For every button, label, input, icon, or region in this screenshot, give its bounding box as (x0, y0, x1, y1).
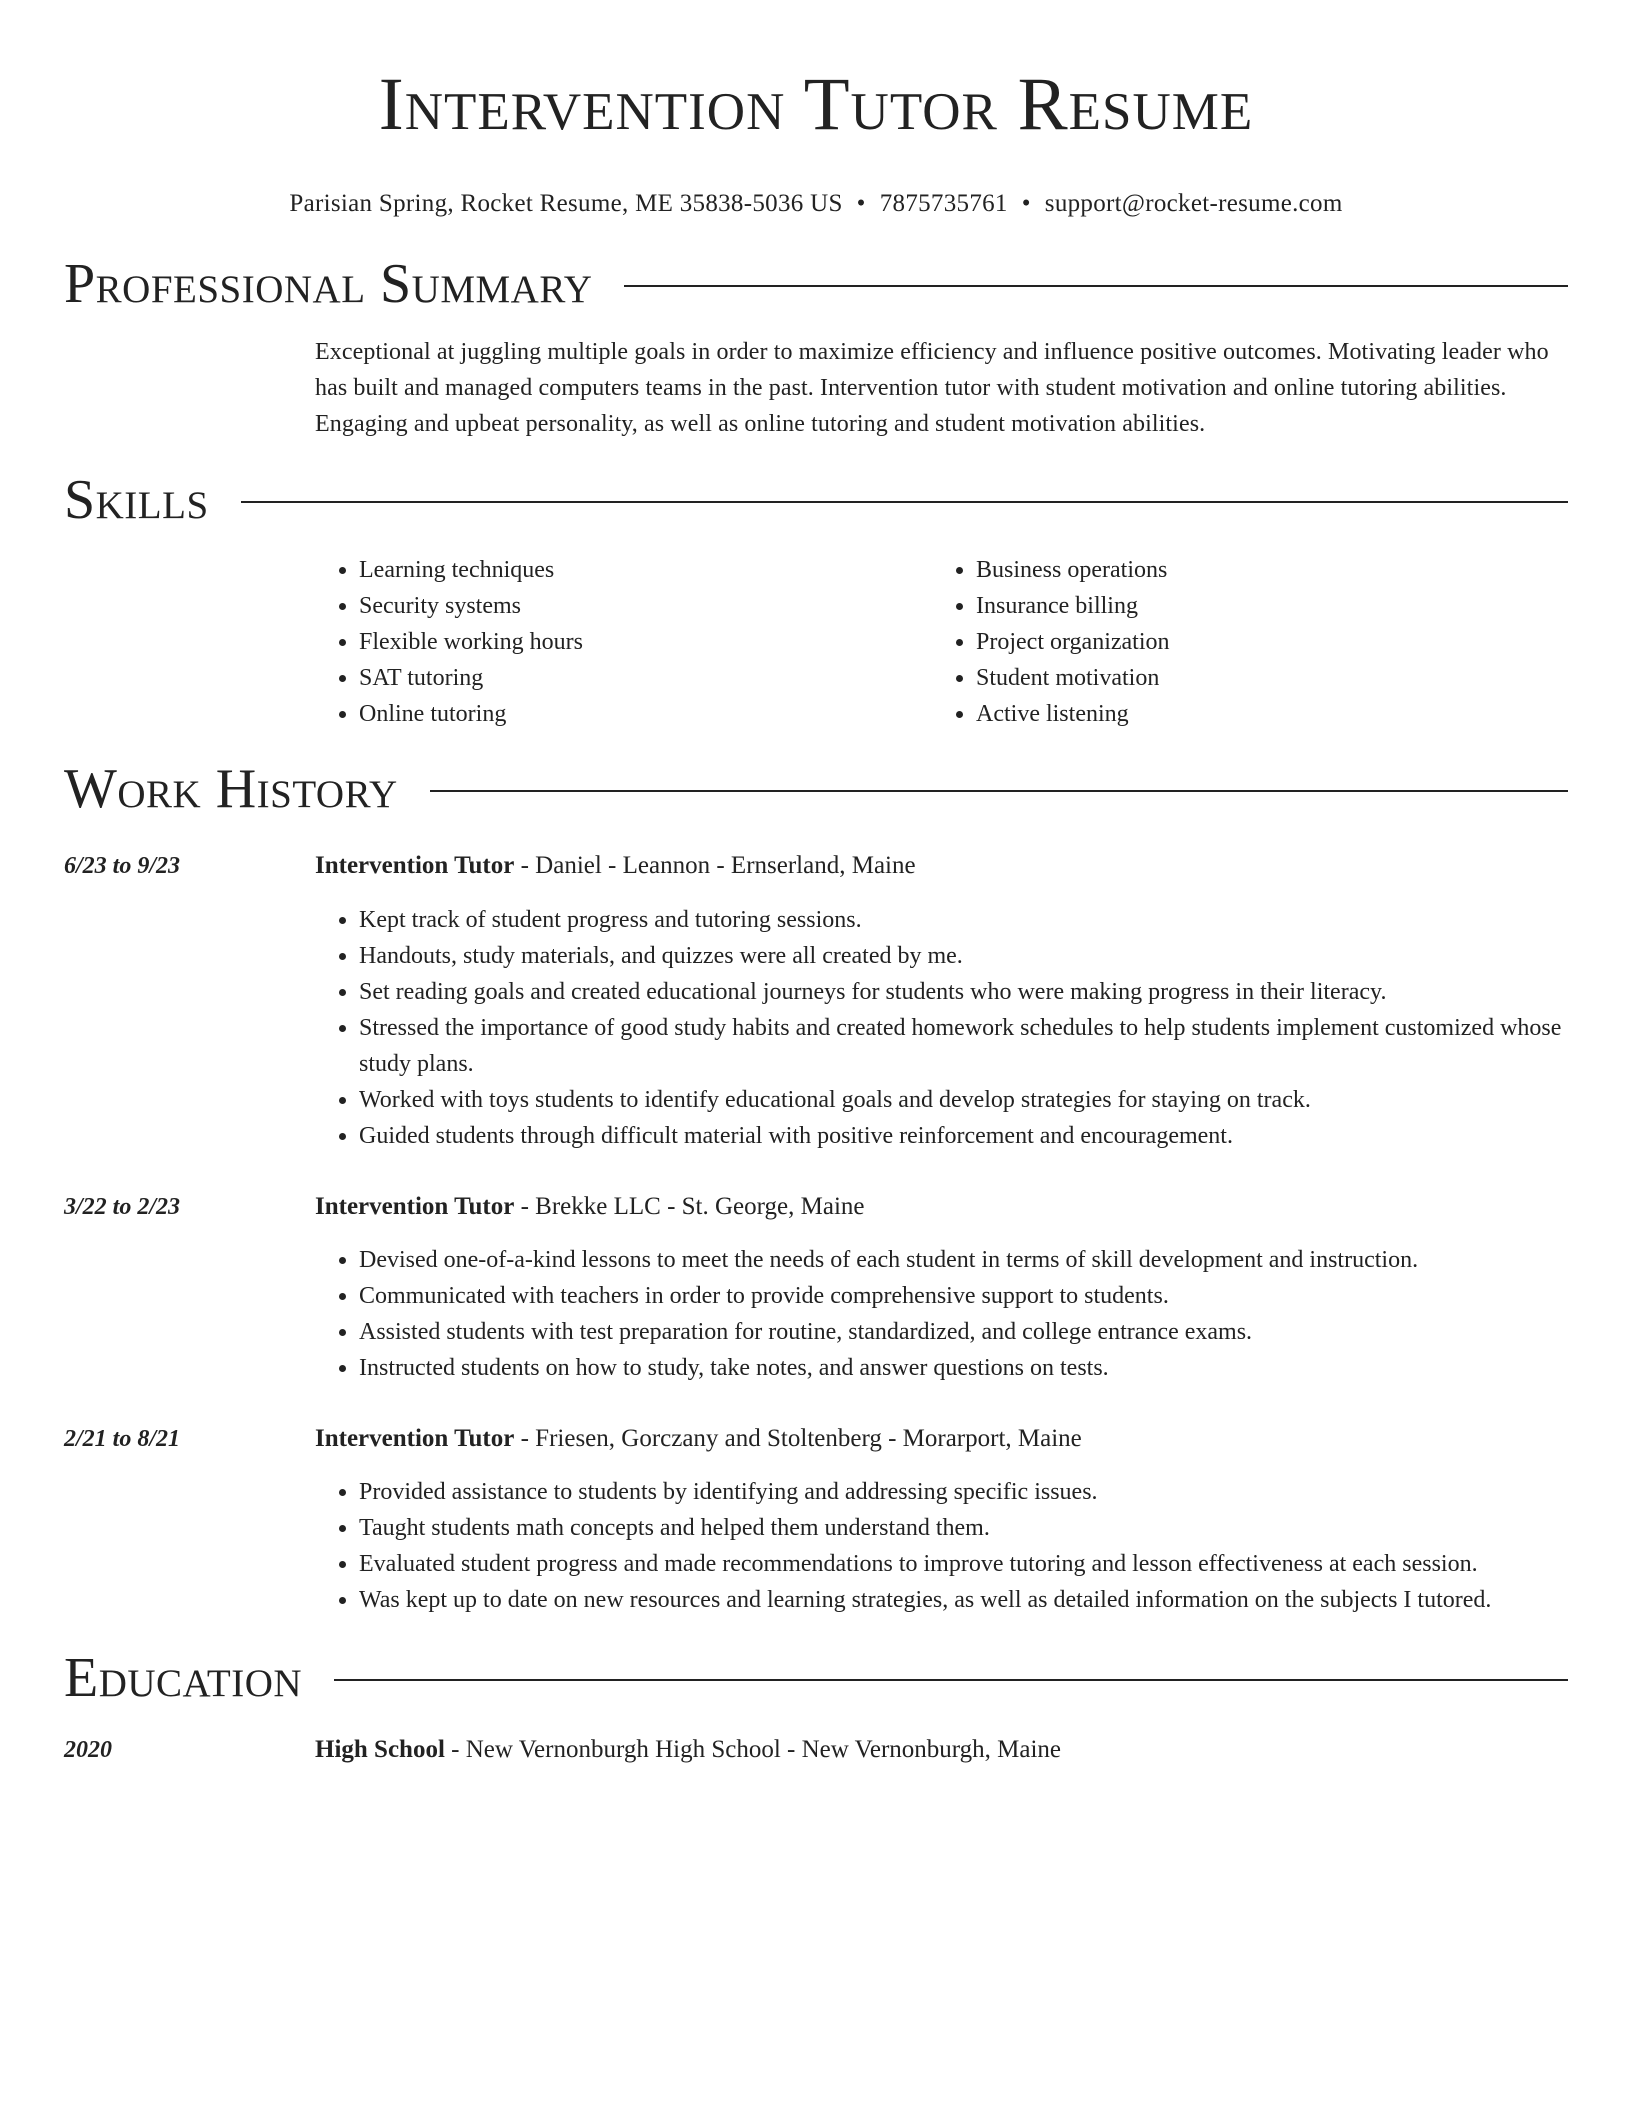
section-header-skills (64, 470, 1568, 530)
job-duty: • Devised one-of-a-kind lessons to meet the needs of each student in terms of skill development and instruction. (359, 1242, 1568, 1278)
skills-column-left (315, 552, 932, 732)
skill-item: • Flexible working hours (359, 624, 932, 660)
section-divider (430, 790, 1568, 792)
skill-item: • Active listening (976, 696, 1549, 732)
skill-item: • Insurance billing (976, 588, 1549, 624)
job-duty: • Set reading goals and created educational journeys for students who were making progress in their literacy. (359, 974, 1568, 1010)
education-degree: High School (315, 1736, 445, 1763)
job-title: Intervention Tutor (315, 1193, 515, 1220)
job-duty: • Worked with toys students to identify educational goals and develop strategies for staying on track. (359, 1082, 1568, 1118)
resume-title: Intervention Tutor Resume (378, 63, 1254, 146)
skill-item: • Security systems (359, 588, 932, 624)
job-duty: • Was kept up to date on new resources and learning strategies, as well as detailed information on the subjects I tutored. (359, 1582, 1568, 1618)
job-duties (315, 1242, 1568, 1386)
contact-address: Parisian Spring, Rocket Resume, ME 35838-5036 US (289, 190, 843, 217)
contact-phone: 7875735761 (879, 190, 1008, 217)
skills-list (315, 552, 1568, 732)
job-duty: • Communicated with teachers in order to provide comprehensive support to students. (359, 1278, 1568, 1314)
section-header-work-history (64, 759, 1568, 819)
job-duty: • Taught students math concepts and helped them understand them. (359, 1510, 1568, 1546)
section-header-education (64, 1648, 1568, 1708)
resume-page (64, 0, 1568, 1763)
job-header (315, 1189, 1568, 1225)
job-employer: - Friesen, Gorczany and Stoltenberg - Morarport, Maine (514, 1425, 1082, 1452)
skill-item: • Project organization (976, 624, 1549, 660)
job-dates: 2/21 to 8/21 (64, 1426, 181, 1452)
job-dates: 6/23 to 9/23 (64, 853, 181, 879)
contact-separator: • (856, 190, 866, 217)
job-employer: - Daniel - Leannon - Ernserland, Maine (514, 852, 916, 879)
skill-item: • Learning techniques (359, 552, 932, 588)
job-duty: • Evaluated student progress and made recommendations to improve tutoring and lesson effectiveness at each session. (359, 1546, 1568, 1582)
job-duty: • Handouts, study materials, and quizzes were all created by me. (359, 938, 1568, 974)
section-divider (334, 1679, 1568, 1681)
job-duty: • Provided assistance to students by identifying and addressing specific issues. (359, 1474, 1568, 1510)
job-header (315, 848, 1568, 884)
section-divider (241, 501, 1568, 503)
education-year: 2020 (64, 1737, 112, 1763)
section-divider (624, 285, 1568, 287)
job-title: Intervention Tutor (315, 852, 515, 879)
job-duties (315, 902, 1568, 1154)
job-duty: • Instructed students on how to study, take notes, and answer questions on tests. (359, 1350, 1568, 1386)
contact-separator: • (1021, 190, 1031, 217)
section-title-education: Education (64, 1647, 303, 1709)
section-title-work-history: Work History (64, 758, 398, 820)
section-header-summary (64, 254, 1568, 314)
education-school: - New Vernonburgh High School - New Vernonburgh, Maine (444, 1736, 1062, 1763)
contact-line (64, 187, 1568, 221)
job-title: Intervention Tutor (315, 1425, 515, 1452)
skill-item: • Online tutoring (359, 696, 932, 732)
skills-column-right (932, 552, 1549, 732)
summary-text: Exceptional at juggling multiple goals in order to maximize efficiency and influence positive outcomes. Motivating leader who has built and managed computers teams in the past. Intervention tutor with student motivation and online tutoring abilities. Engaging and upbeat personality, as well as online tutoring and student motivation abilities. (315, 339, 1549, 437)
contact-email: support@rocket-resume.com (1044, 190, 1343, 217)
education-entry (315, 1732, 1568, 1768)
job-duties (315, 1474, 1568, 1618)
job-duty: • Stressed the importance of good study habits and created homework schedules to help students implement customized whose study plans. (359, 1010, 1568, 1082)
section-title-summary: Professional Summary (64, 253, 593, 315)
job-duty: • Guided students through difficult material with positive reinforcement and encouragement. (359, 1118, 1568, 1154)
job-duty: • Assisted students with test preparation for routine, standardized, and college entrance exams. (359, 1314, 1568, 1350)
job-header (315, 1421, 1568, 1457)
skill-item: • Business operations (976, 552, 1549, 588)
job-employer: - Brekke LLC - St. George, Maine (514, 1193, 865, 1220)
section-title-skills: Skills (64, 469, 209, 531)
job-dates: 3/22 to 2/23 (64, 1194, 181, 1220)
job-duty: • Kept track of student progress and tutoring sessions. (359, 902, 1568, 938)
skill-item: • SAT tutoring (359, 660, 932, 696)
skill-item: • Student motivation (976, 660, 1549, 696)
